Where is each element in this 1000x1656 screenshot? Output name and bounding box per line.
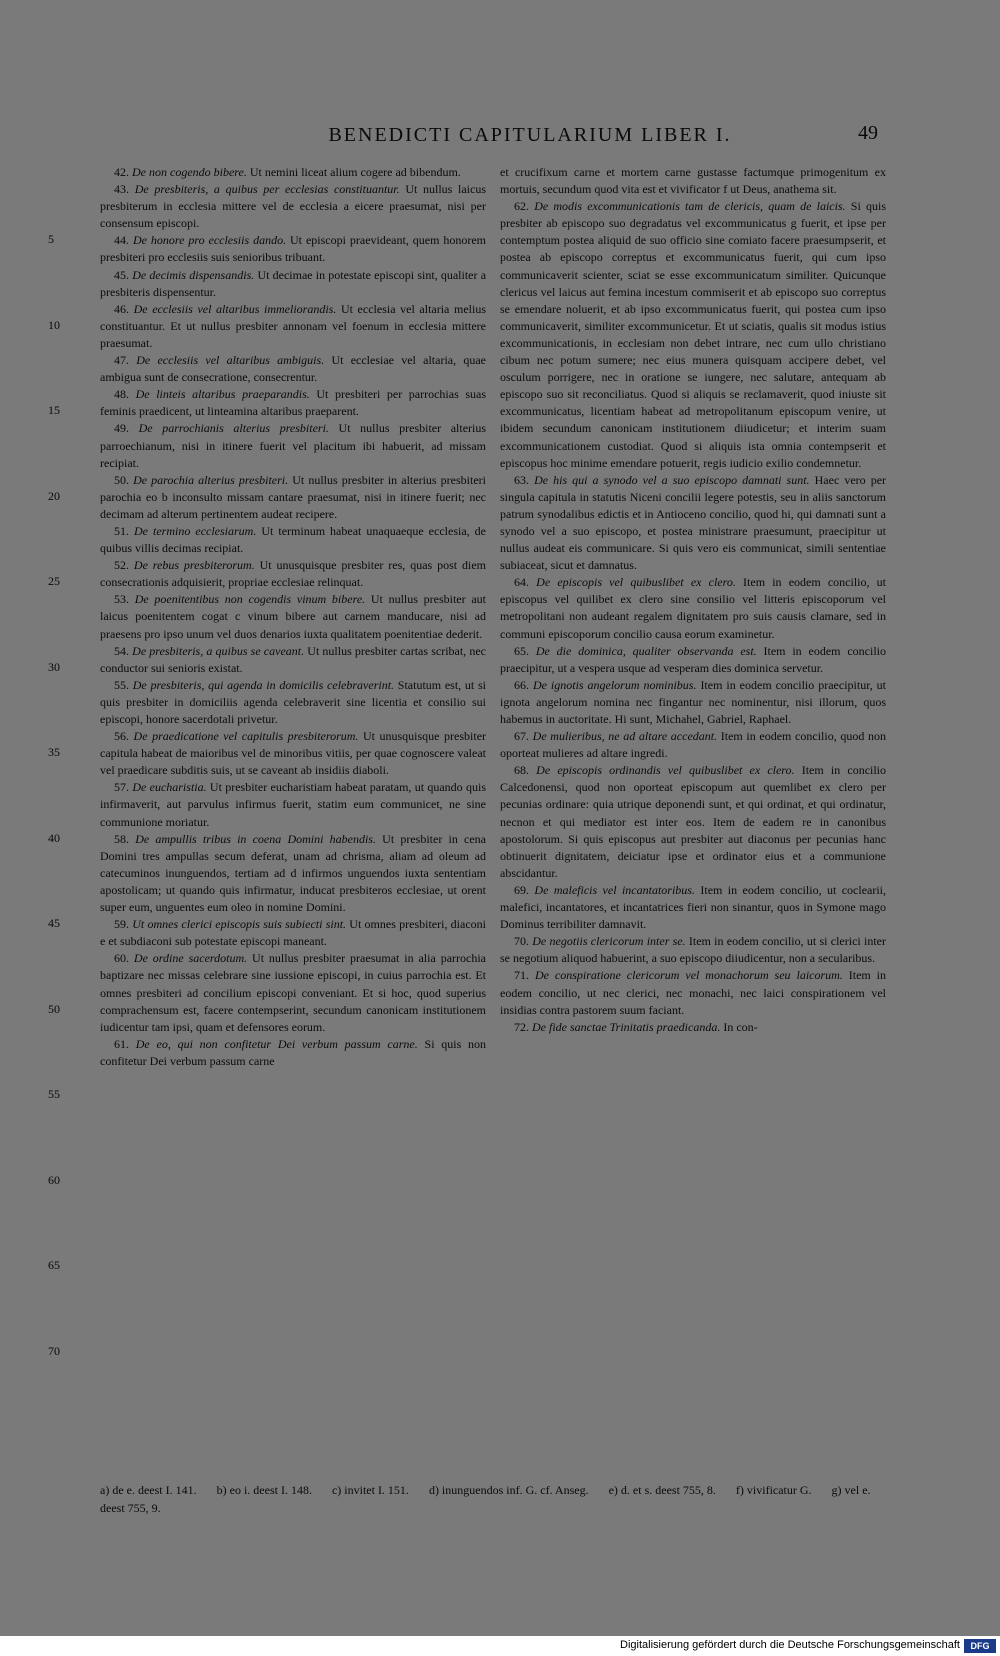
chapter-paragraph — [100, 779, 486, 830]
chapter-title: De eucharistia. — [132, 780, 207, 795]
chapter-paragraph — [100, 523, 486, 557]
chapter-title: De ignotis angelorum nominibus. — [532, 677, 697, 692]
chapter-paragraph — [100, 677, 486, 728]
chapter-text: Ut ecclesiae vel altaria, quae ambigua sunt de consecratione, consecrentur. — [100, 353, 487, 385]
footnote: f) vivificatur G. — [735, 1483, 812, 1497]
chapter-text: Ut nullus presbiter praesumat in alia parrochia baptizare nec missas celebrare sine iussione episcopi, in cuius parrochia est. Et omnes presbiteri ad concilium episcopi conveniant. Et si hoc, quod superius comprachensum est, facere contempserint, secundum canonicam institutionem iudicentur tam ipsi, quam et defensores eorum. — [100, 951, 487, 1034]
chapter-number: 51. — [114, 523, 129, 538]
chapter-title: De maleficis vel incantatoribus. — [534, 882, 695, 897]
chapter-text: Ut presbiteri per parrochias suas feminis praedicent, ut linteamina altaribus praeparent. — [100, 387, 487, 419]
line-number: 40 — [48, 830, 60, 845]
chapter-title: De honore pro ecclesiis dando. — [132, 233, 287, 248]
chapter-title: De decimis dispensandis. — [132, 267, 255, 282]
chapter-text: Item in eodem concilio praecipitur, ut a vespera usque ad vesperam dies dominica servetur. — [500, 643, 886, 675]
chapter-title: De eo, qui non confitetur Dei verbum passum carne. — [135, 1036, 418, 1051]
chapter-paragraph — [100, 950, 486, 1035]
chapter-number: 56. — [114, 729, 129, 744]
footnotes — [100, 1481, 890, 1517]
chapter-paragraph — [500, 728, 886, 762]
chapter-paragraph — [500, 574, 886, 642]
chapter-text: Ut presbiter eucharistiam habeat paratam, ut quando quis infirmaverit, aut parvulus infirmus fuerit, statim eum communicet, ne sine communione moriatur. — [100, 780, 486, 829]
chapter-text: Ut unusquisque presbiter res, quas post diem consecrationis adquisierit, propriae ecclesiae relinquat. — [100, 558, 486, 590]
chapter-number: 42. — [114, 165, 129, 179]
chapter-text: Item in eodem concilio, ut episcopus vel quilibet ex clero sine consilio vel litteris episcoporum vel metropolitani non audeant regalem dignitatem pro suis causis clamare, sed in communi episcoporum concilio causa eorum examinetur. — [500, 575, 887, 641]
footnote: g) vel e. deest 755, 9. — [100, 1483, 871, 1515]
chapter-number: 63. — [514, 472, 529, 487]
chapter-title: De non cogendo bibere. — [132, 165, 247, 179]
chapter-number: 70. — [514, 934, 529, 949]
chapter-title: De ampullis tribus in coena Domini habendis. — [135, 831, 376, 846]
chapter-title: De termino ecclesiarum. — [134, 523, 257, 538]
footnote: b) eo i. deest I. 148. — [216, 1483, 312, 1497]
chapter-title: De episcopis vel quibuslibet ex clero. — [536, 575, 736, 590]
chapter-paragraph — [500, 762, 886, 882]
chapter-number: 52. — [114, 558, 129, 573]
chapter-paragraph — [100, 352, 486, 386]
chapter-title: De linteis altaribus praeparandis. — [135, 387, 310, 402]
chapter-text: Ut nemini liceat alium cogere ad bibendum. — [249, 165, 461, 179]
chapter-paragraph — [100, 557, 486, 591]
line-number: 65 — [48, 1258, 60, 1272]
left-column — [100, 164, 486, 1070]
chapter-number: 60. — [114, 951, 129, 966]
chapter-paragraph — [100, 301, 486, 352]
chapter-text: Ut omnes presbiteri, diaconi e et subdiaconi sub potestate episcopi maneant. — [100, 917, 487, 949]
chapter-paragraph — [100, 232, 486, 266]
chapter-paragraph — [100, 267, 486, 301]
chapter-number: 67. — [514, 729, 529, 744]
chapter-title: De ecclesiis vel altaribus ambiguis. — [136, 353, 325, 368]
chapter-number: 59. — [114, 917, 129, 932]
line-number: 70 — [48, 1343, 60, 1358]
chapter-title: De episcopis ordinandis vel quibuslibet ex clero. — [536, 763, 795, 778]
chapter-text: Item in eodem concilio, ut nec clerici, nec monachi, nec laici conspirationem vel insidias contra pastorem suum faciant. — [500, 968, 887, 1017]
chapter-text: Ut nullus presbiter alterius parroechianum, nisi in itinere fuerit vel placitum ibi habuerit, ad missam recipiat. — [100, 421, 487, 470]
chapter-number: 69. — [514, 882, 529, 897]
chapter-paragraph — [500, 1019, 886, 1036]
chapter-text: et crucifixum carne et mortem carne gustasse factumque primogenitum ex mortuis, secundum quod vita est et vivificator f ut Deus, anathema sit. — [500, 165, 886, 197]
chapter-number: 57. — [114, 780, 129, 795]
footer-credit: Digitalisierung gefördert durch die Deutsche Forschungsgemeinschaft — [620, 1639, 960, 1651]
chapter-text: Item in concilio Calcedonensi, quod non oporteat episcopum aut quemlibet ex clero per pecunias ordinare: quia utrique deponendi sunt, et qui ordinat, et qui ordinatur, necnon et qui mediator est inter eos. Item de eadem re in canonibus apostolorum. Si quis episcopus aut presbiter aut diaconus per pecunias hanc obtinuerit dignitatem, deiciatur ipse et ordinator eius et a communione abscidantur. — [500, 763, 887, 880]
chapter-text: Ut decimae in potestate episcopi sint, qualiter a presbiteris dispensentur. — [100, 267, 487, 299]
chapter-number: 46. — [114, 301, 129, 316]
line-number: 20 — [48, 488, 60, 503]
chapter-text: In con- — [723, 1019, 758, 1034]
chapter-paragraph — [100, 420, 486, 471]
chapter-number: 54. — [114, 643, 129, 658]
chapter-number: 53. — [114, 592, 129, 607]
footnote: c) invitet I. 151. — [331, 1483, 409, 1497]
chapter-text: Ut ecclesia vel altaria melius constituantur. Et ut nullus presbiter annonam vel foenum in ecclesia mittere praesumat. — [100, 301, 486, 350]
chapter-paragraph — [100, 591, 486, 642]
chapter-number: 64. — [514, 575, 529, 590]
chapter-paragraph — [100, 181, 486, 232]
chapter-paragraph — [100, 472, 486, 523]
chapter-number: 65. — [514, 643, 529, 658]
chapter-number: 61. — [114, 1036, 129, 1051]
chapter-title: De presbiteris, a quibus se caveant. — [132, 643, 305, 658]
chapter-number: 72. — [514, 1019, 529, 1034]
chapter-title: De conspiratione clericorum vel monachorum seu laicorum. — [534, 968, 843, 983]
chapter-paragraph — [100, 164, 486, 181]
chapter-text: Item in eodem concilio, ut si clerici inter se negotium aliquod habuerint, a suo episcopo diiudicentur, non a secularibus. — [500, 934, 886, 966]
chapter-paragraph — [100, 728, 486, 779]
chapter-number: 49. — [114, 421, 129, 436]
chapter-title: De ecclesiis vel altaribus immeliorandis. — [133, 301, 337, 316]
line-number: 35 — [48, 745, 60, 759]
chapter-text: Statutum est, ut si quis presbiter in domiciliis agenda celebraverit sine licentia et consilio sui episcopi, honore sacerdotali privetur. — [100, 677, 487, 726]
chapter-text: Ut terminum habeat unaquaeque ecclesia, de quibus villis decimas recipiat. — [100, 523, 486, 556]
chapter-title: De negotiis clericorum inter se. — [532, 934, 686, 949]
chapter-number: 44. — [114, 233, 129, 248]
chapter-paragraph — [500, 882, 886, 933]
chapter-title: De ordine sacerdotum. — [133, 951, 248, 966]
dfg-logo-icon: DFG — [964, 1639, 996, 1653]
page-number: 49 — [858, 122, 878, 144]
chapter-number: 45. — [114, 267, 129, 282]
chapter-title: De poenitentibus non cogendis vinum bibere. — [134, 592, 366, 607]
chapter-text: Ut nullus presbiter cartas scribat, nec conductor sui senioris existat. — [100, 643, 486, 675]
chapter-paragraph — [500, 643, 886, 677]
line-number: 30 — [48, 659, 60, 674]
chapter-text: Si quis non confitetur Dei verbum passum carne — [100, 1036, 487, 1068]
chapter-title: De presbiteris, qui agenda in domicilis celebraverint. — [132, 677, 395, 692]
chapter-number: 50. — [114, 472, 129, 487]
chapter-text: Item in eodem concilio, ut coclearii, malefici, incantatores, et incantatrices fieri non sinantur, quos in Symone mago Dominus terribiliter damnavit. — [500, 882, 887, 932]
chapter-title: De die dominica, qualiter observanda est. — [535, 643, 757, 658]
chapter-number: 71. — [514, 968, 529, 983]
line-number: 25 — [48, 574, 60, 588]
footer-bar — [0, 1636, 1000, 1656]
chapter-text: Haec vero per singula capitula in statutis Niceni concilii legere potestis, seu in aliis sanctorum patrum synodalibus edictis et in Antioceno concilio, quod hi, qui damnati sunt a synodo vel a suo episcopo, et postea ministrare praesumunt, praecipitur ut nullus audeat eis communicare. Si quis vero eis communicat, simili sententiae subiaceat, sicut et damnatus. — [500, 472, 887, 573]
chapter-paragraph — [500, 967, 886, 1018]
chapter-title: De parochia alterius presbiteri. — [133, 472, 289, 487]
chapter-number: 66. — [514, 677, 529, 692]
chapter-text: Ut unusquisque presbiter capitula habeat de maioribus vel de minoribus vitiis, per quae cognoscere valeat vel praedicare subditis suis, ut se caveant ab insidiis diaboli. — [100, 729, 487, 778]
line-number: 15 — [48, 403, 60, 417]
chapter-paragraph — [500, 472, 886, 575]
line-number: 45 — [48, 916, 60, 930]
right-column — [500, 164, 886, 1036]
chapter-text: Ut nullus presbiter in alterius presbiteri parochia eo b inconsulto missam cantare praesumat, nisi in itinere fuerit; nec decimam ad alterum pertinentem audeat recipere. — [100, 472, 486, 521]
chapter-title: De presbiteris, a quibus per ecclesias constituantur. — [134, 182, 400, 197]
chapter-title: De parrochianis alterius presbiteri. — [138, 421, 329, 436]
chapter-number: 47. — [114, 353, 129, 368]
chapter-paragraph — [100, 916, 486, 950]
line-number: 10 — [48, 317, 60, 332]
chapter-number: 58. — [114, 831, 129, 846]
chapter-title: De mulieribus, ne ad altare accedant. — [532, 729, 718, 744]
chapter-text: Item in eodem concilio, quod non oporteat mulieres ad altare ingredi. — [500, 729, 886, 761]
line-number: 60 — [48, 1172, 60, 1187]
chapter-text: Item in eodem concilio praecipitur, ut ignota angelorum nomina nec fingantur nec nominentur, nisi illorum, quos habemus in auctoritate. Hi sunt, Michahel, Gabriel, Raphael. — [500, 677, 886, 726]
footnote: a) de e. deest I. 141. — [100, 1483, 197, 1497]
chapter-title: De praedicatione vel capitulis presbiterorum. — [133, 729, 359, 744]
chapter-paragraph — [100, 643, 486, 677]
line-number: 5 — [48, 232, 54, 246]
footnote: d) inunguendos inf. G. cf. Anseg. — [428, 1483, 589, 1497]
chapter-paragraph — [500, 933, 886, 967]
footnote: e) d. et s. deest 755, 8. — [608, 1483, 716, 1497]
page-header-title: BENEDICTI CAPITULARIUM LIBER I. — [328, 124, 732, 146]
chapter-paragraph — [100, 386, 486, 420]
chapter-text: Ut episcopi praevideant, quem honorem presbiteri pro ecclesiis suis senioribus tribuant. — [100, 233, 487, 265]
line-number-gutter — [48, 164, 82, 1404]
chapter-title: De rebus presbiterorum. — [133, 558, 255, 573]
chapter-paragraph — [500, 164, 886, 198]
chapter-text: Ut nullus presbiter aut laicus poenitentem cogat c vinum bibere aut carnem manducare, nisi ad praesens pro ipso unum vel duos denarios iuxta qualitatem poenitentiae dederit. — [100, 592, 487, 641]
chapter-title: De fide sanctae Trinitatis praedicanda. — [532, 1019, 721, 1034]
chapter-title: De his qui a synodo vel a suo episcopo damnati sunt. — [534, 472, 810, 487]
chapter-title: De modis excommunicationis tam de clericis, quam de laicis. — [534, 199, 846, 214]
line-number: 55 — [48, 1087, 60, 1101]
chapter-text: Ut nullus laicus presbiterum in ecclesia mittere vel de ecclesia a eicere praesumat, nisi per consensum episcopi. — [100, 182, 487, 231]
chapter-text: Ut presbiter in cena Domini tres ampullas secum deferat, unam ad chrisma, aliam ad oleum ad catecuminos inunguendos, tertiam ad d infirmos unguendos iuxta sententiam apostolicam; ut quando quis infirmatur, inducat presbiteros ecclesiae, ut orent super eum, unguentes eum oleo in nomine Domini. — [100, 831, 487, 915]
line-number: 50 — [48, 1001, 60, 1016]
chapter-number: 68. — [514, 763, 529, 778]
chapter-number: 48. — [114, 387, 129, 402]
chapter-number: 62. — [514, 199, 529, 214]
chapter-paragraph — [100, 831, 486, 916]
chapter-number: 43. — [114, 182, 129, 197]
chapter-paragraph — [500, 198, 886, 472]
chapter-paragraph — [500, 677, 886, 728]
chapter-text: Si quis presbiter ab episcopo suo degradatus vel excommunicatus g fuerit, et ipse per contemptum postea aliquid de suo officio sine comiato facere praesumpserit, et postea ab episcopo correptus et excommunicatus fuerit, qui cum ipso communicaverit scienter, sciat se esse excommunicatum similiter. Quicunque clericus vel laicus aut femina incestum commiserit et ab episcopo suo correptus se emendare noluerit, et ab ipso excommunicatus fuerit, qui postea cum ipso communicaverit, similiter excommunicetur. Et ut sciatis, qualis sit modus istius excommunicationis, in ecclesiam non debet intrare, nec cum ullo christiano cibum nec potum sumere; nec eius munera quisquam accipere debet, vel osculum porrigere, nec in oratione se iungere, nec salutare, antequam ab episcopo suo sit reconciliatus. Quod si aliquis se reclamaverit, quod iniuste sit excommunicatus, licentiam habeat ad metropolitanum episcopum venire, ut ibidem secundum canonicam institutionem diiudicetur; et interim suam excommunicationem custodiat. Quod si aliquis ista omnia contempserit et episcopus hoc minime emendare potuerit, regis iudicio exilio condemnetur. — [500, 199, 886, 470]
chapter-number: 55. — [114, 677, 129, 692]
chapter-paragraph — [100, 1036, 486, 1070]
chapter-title: Ut omnes clerici episcopis suis subiecti sint. — [132, 917, 347, 932]
